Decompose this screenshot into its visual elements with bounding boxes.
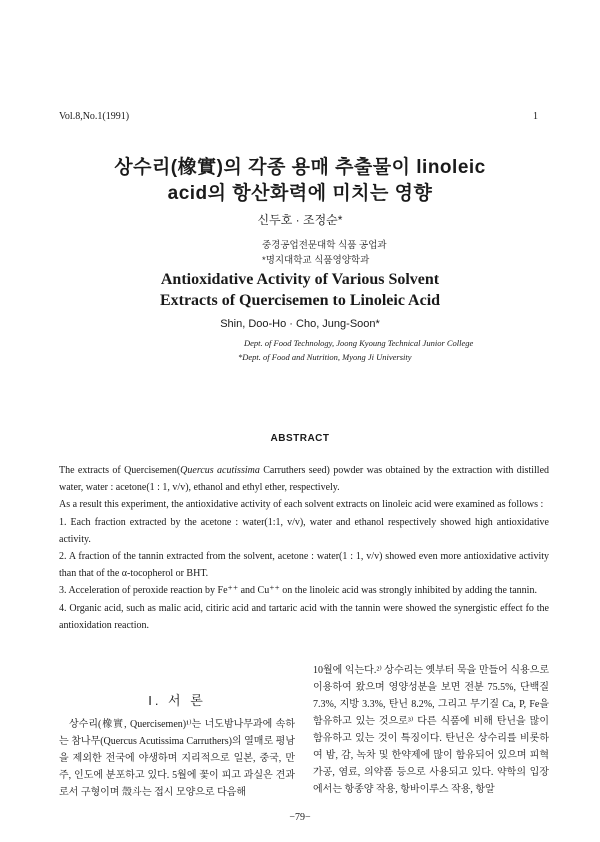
affiliation-en-2: *Dept. of Food and Nutrition, Myong Ji University <box>238 352 412 362</box>
journal-volume: Vol.8,No.1(1991) <box>59 111 130 122</box>
abstract-item-2: 2. A fraction of the tannin extracted from the solvent, acetone : water(1 : 1, v/v) showed even more antioxidative activity than that of the α-tocopherol or BHT. <box>59 551 549 580</box>
affiliation-kr-2: *명지대학교 식품영양학과 <box>262 255 370 266</box>
intro-paragraph-right: 10월에 익는다.²⁾ 상수리는 옛부터 묵을 만들어 식용으로 이용하여 왔으며 영양성분을 보면 전분 75.5%, 단백질 7.3%, 지방 3.3%, 탄닌 8.2%, 그리고 무기질 Ca, P, Fe을 함유하고 있는 것으로³⁾ 다른 식품에 비해 탄닌을 많이 함유하고 있는 것이 특징이다. 탄닌은 상수리를 비롯하여 밤, 감, 녹차 및 한약제에 많이 함유되어 있으며 피혁가공, 염료, 의약품 등으로 사용되고 있다. 약학의 입장에서는 항종양 작용, 항바이루스 작용, 항알 <box>313 665 549 795</box>
page-number: 1 <box>533 111 538 122</box>
section-heading-introduction: I. 서 론 <box>148 693 206 708</box>
authors-en: Shin, Doo-Ho · Cho, Jung-Soon* <box>220 318 380 330</box>
abstract-item-4: 4. Organic acid, such as malic acid, citiric acid and tartaric acid with the tannin were showed the synergistic effect fo the antioxidation reaction. <box>59 602 549 631</box>
abstract-item-1: 1. Each fraction extracted by the acetone : water(1:1, v/v), water and ethanol respectively showed high antioxidative activity. <box>59 516 549 545</box>
title-en-line2: Extracts of Quercisemen to Linoleic Acid <box>159 292 441 309</box>
intro-paragraph-left: 상수리(橡實, Quercisemen)¹⁾는 너도밤나무과에 속하는 참나무(Quercus Acutissima Carruthers)의 열매로 평남을 제외한 전국에 야생하며 지리적으로 일본, 중국, 만주, 인도에 분포하고 있다. 5월에 꽃이 피고 과실은 견과로서 구형이며 殼斗는 접시 모양으로 다음해 <box>59 719 295 798</box>
authors-kr: 신두호 · 조정순* <box>257 213 343 227</box>
affiliation-en-1: Dept. of Food Technology, Joong Kyoung Technical Junior College <box>244 338 474 348</box>
page-folio: −79− <box>289 812 311 823</box>
abstract-heading: ABSTRACT <box>270 433 330 444</box>
abstract-item-3: 3. Acceleration of peroxide reaction by Fe⁺⁺ and Cu⁺⁺ on the linoleic acid was strongly inhibited by adding the tannin. <box>59 585 537 597</box>
abstract-paragraph-2: As a result this experiment, the antioxidative activity of each solvent extracts on linoleic acid were examined as follows : <box>59 499 544 511</box>
abstract-paragraph-1: The extracts of Quercisemen(Quercus acutissima Carruthers seed) powder was obtained by the extraction with distilled water, water : acetone(1 : 1, v/v), ethanol and ethyl ether, respectively. <box>59 465 550 494</box>
body-column-right <box>313 662 549 798</box>
title-kr-line1: 상수리(橡實)의 각종 용매 추출물이 linoleic <box>114 157 486 178</box>
species-name: Quercus acutissima <box>180 465 260 476</box>
title-kr-line2: acid의 항산화력에 미치는 영향 <box>167 183 433 204</box>
body-column-left <box>59 716 295 801</box>
title-en-line1: Antioxidative Activity of Various Solvent <box>160 271 440 288</box>
affiliation-kr-1: 중경공업전문대학 식품 공업과 <box>262 240 387 251</box>
abstract-body <box>59 462 549 634</box>
